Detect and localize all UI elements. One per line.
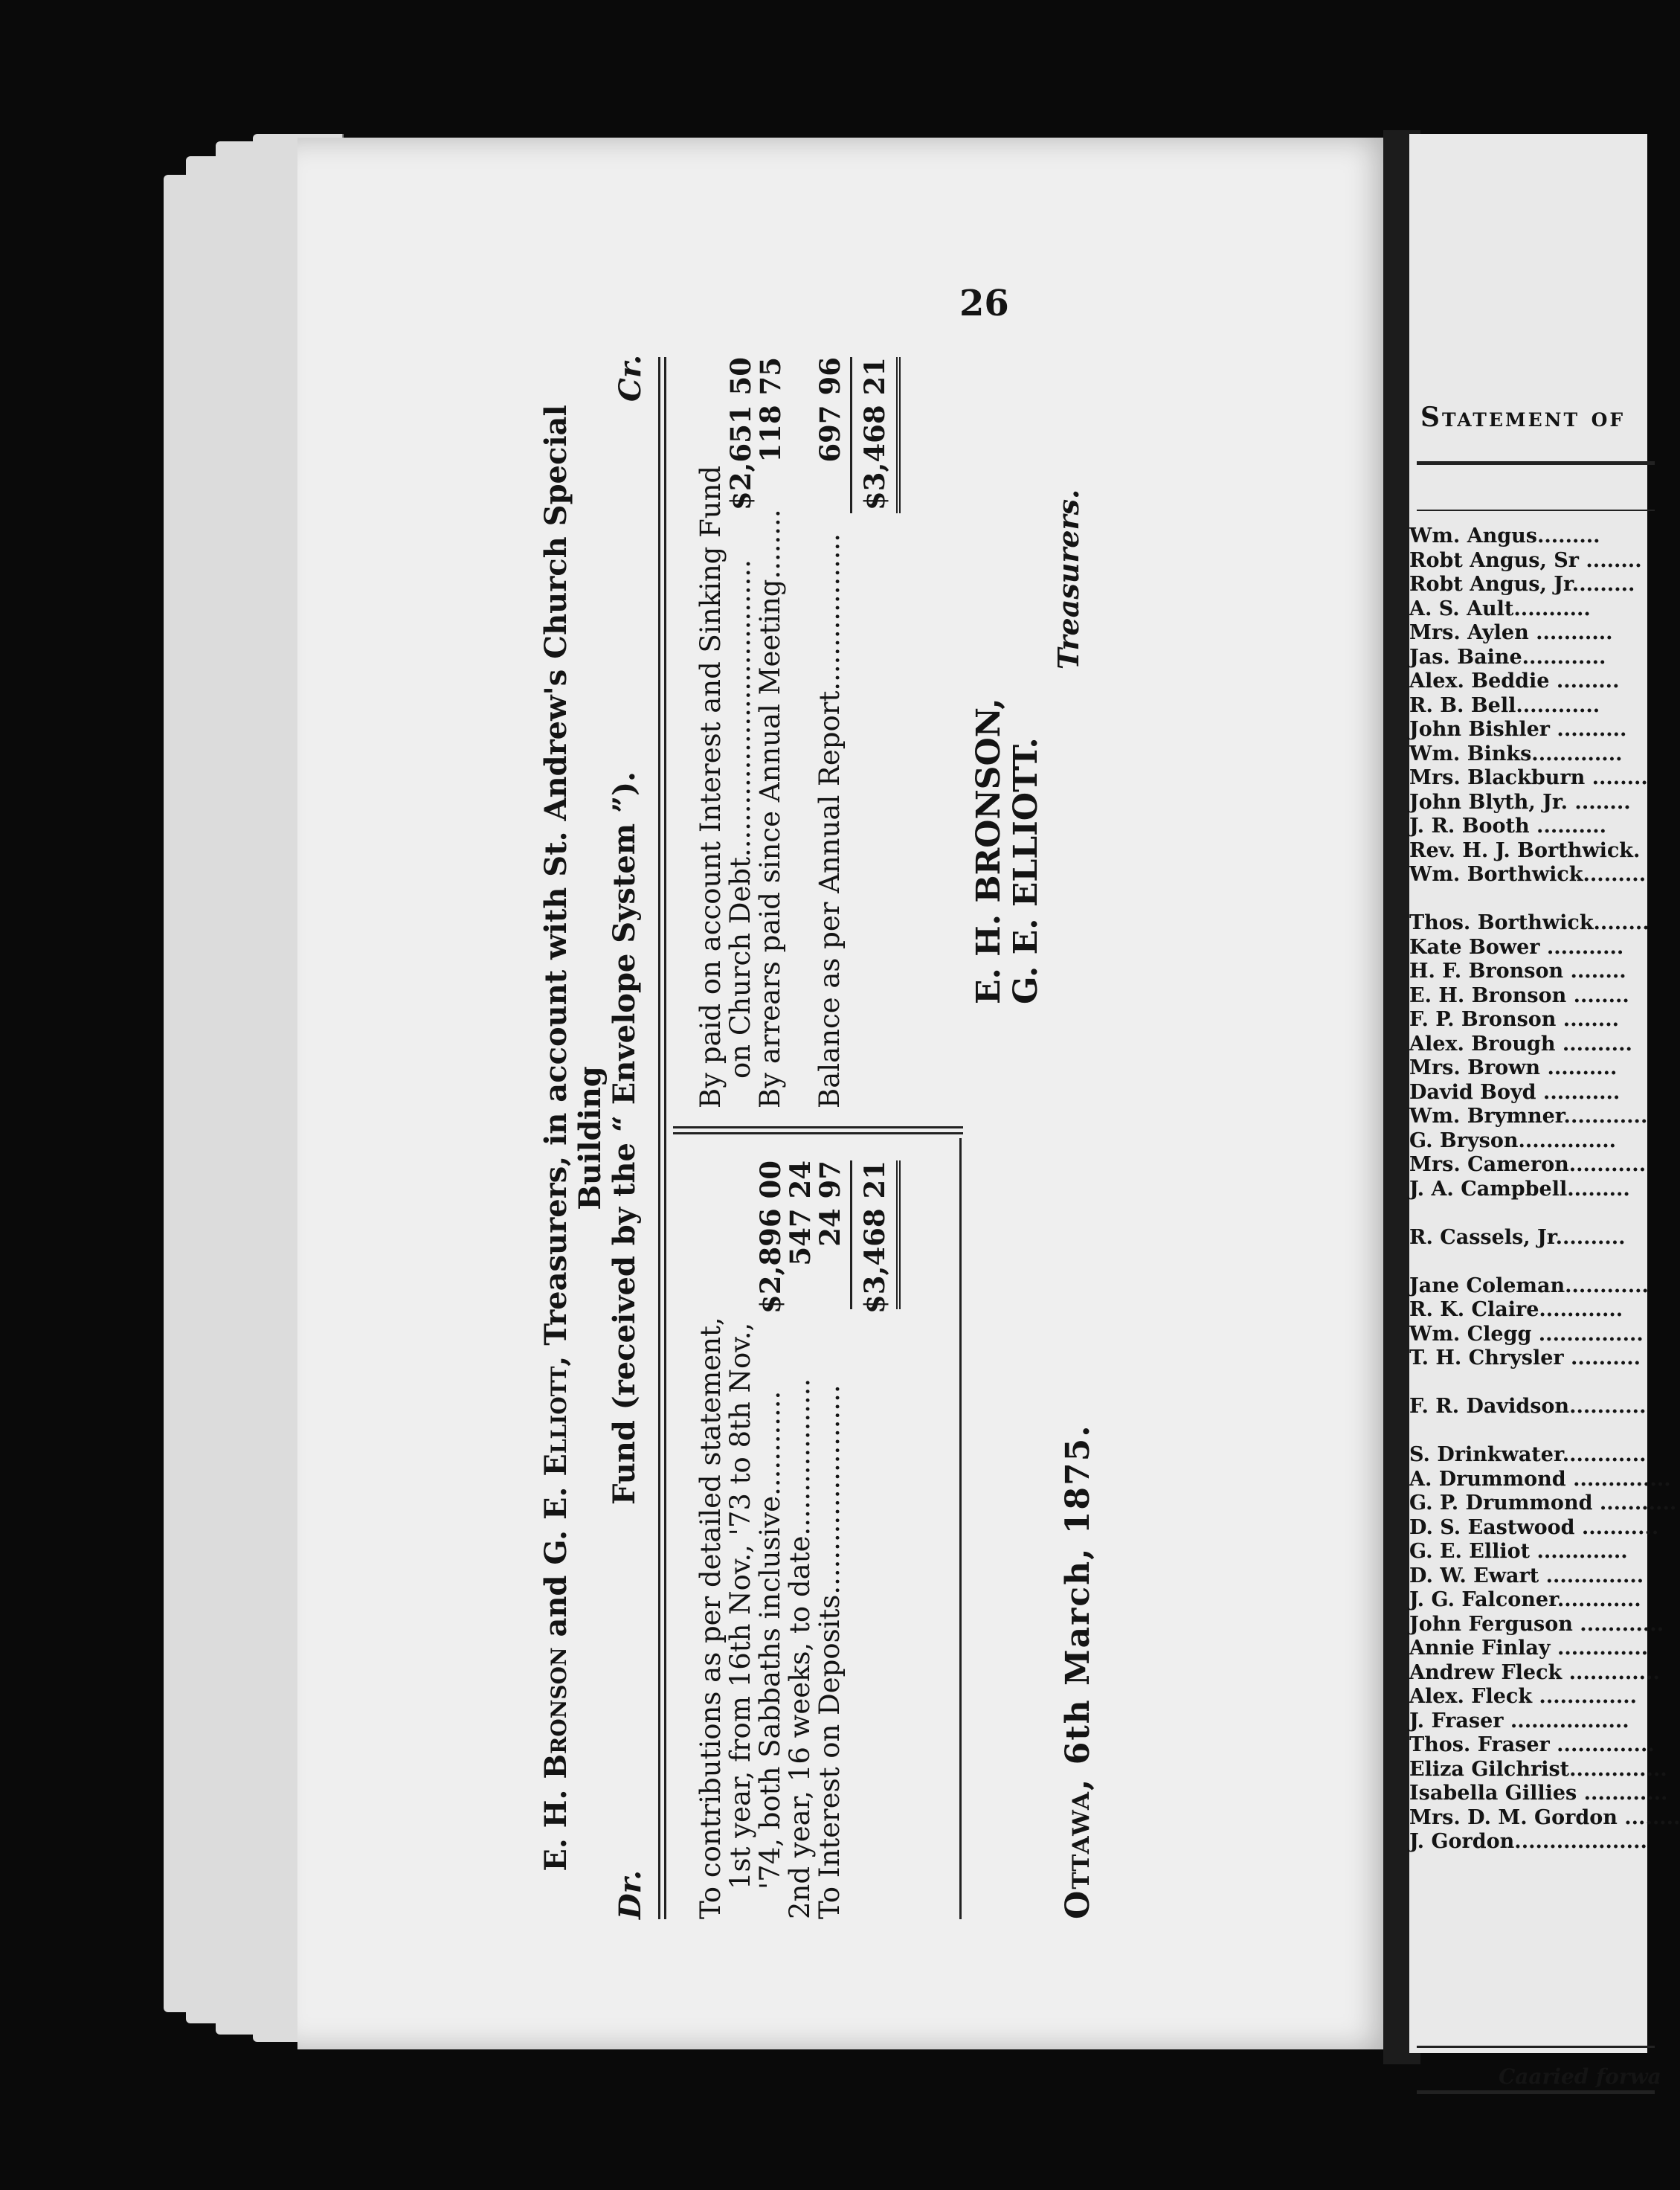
contributor-name: R. Cassels, Jr.......... <box>1409 1225 1626 1249</box>
right-page-rule <box>1417 2090 1655 2094</box>
right-page-rule <box>1417 461 1655 465</box>
debit-line: To Interest on Deposits........................ <box>814 1384 846 1919</box>
right-page-rule <box>1417 2046 1655 2048</box>
contributor-name: Alex. Brough .......... <box>1409 1032 1632 1056</box>
account-statement <box>539 208 1186 1919</box>
contributor-name: Mrs. Aylen ........... <box>1409 621 1613 644</box>
contributor-list <box>1409 524 1680 1855</box>
contributor-name: David Boyd ........... <box>1409 1080 1621 1104</box>
date-line <box>1060 1424 1098 1919</box>
header-rule <box>658 357 666 1919</box>
carried-forward-label: Caaried forwa <box>1499 2064 1661 2089</box>
contributor-name <box>1409 887 1680 912</box>
debit-total-rule <box>850 1160 852 1309</box>
contributor-name: F. P. Bronson ........ <box>1409 1008 1620 1031</box>
contributor-name: Kate Bower ........... <box>1409 935 1624 959</box>
credit-total: $3,468 21 <box>858 357 891 510</box>
credit-line: By arrears paid since Annual Meeting........ <box>754 509 786 1108</box>
contributor-name: John Ferguson ............ <box>1409 1612 1664 1636</box>
contributor-name: John Blyth, Jr. ........ <box>1409 790 1631 814</box>
contributor-name: Isabella Gillies ............ <box>1409 1782 1668 1805</box>
contributor-name <box>1409 1201 1680 1226</box>
cr-label: Cr. <box>613 354 648 402</box>
signatory-role: Treasurers. <box>1052 489 1085 669</box>
debit-total-double-rule <box>896 1160 901 1309</box>
heading-line-2: Fund (received by the “ Envelope System ”). <box>607 771 642 1505</box>
debit-amount: $2,896 00 <box>754 1160 787 1314</box>
contributor-name: Wm. Clegg ............... <box>1409 1322 1644 1346</box>
credit-amount: $2,651 50 <box>724 357 757 510</box>
contributor-name: Jas. Baine............ <box>1409 645 1606 669</box>
credit-total-rule <box>850 357 852 513</box>
contributor-name: R. B. Bell............ <box>1409 693 1600 717</box>
right-page <box>1409 134 1680 2089</box>
contributor-name: A. S. Ault........... <box>1409 597 1591 620</box>
date-city: Ottawa <box>1059 1790 1097 1919</box>
contributor-name: F. R. Davidson........... <box>1409 1395 1647 1418</box>
credit-amount: 118 75 <box>754 357 787 463</box>
credit-line <box>785 466 814 1108</box>
right-page-title: Statement of <box>1420 402 1626 433</box>
contributor-name: Robt Angus, Sr ........ <box>1409 548 1642 572</box>
contributor-name: R. K. Claire............ <box>1409 1298 1623 1321</box>
contributor-name <box>1409 1250 1680 1274</box>
statement-heading <box>539 357 642 1919</box>
contributor-name: Andrew Fleck ............. <box>1409 1660 1660 1684</box>
contributor-name: Wm. Brymner............ <box>1409 1105 1648 1128</box>
credit-line: Balance as per Annual Report.................. <box>814 533 846 1108</box>
contributor-name: Wm. Angus......... <box>1409 524 1600 548</box>
contributor-name: A. Drummond .............. <box>1409 1467 1671 1491</box>
contributor-name: J. R. Booth .......... <box>1409 815 1607 838</box>
credit-line: By paid on account Interest and Sinking Fund <box>695 465 727 1108</box>
heading-text: E. H. <box>538 1779 573 1872</box>
debit-line: To contributions as per detailed statement, <box>695 1317 727 1919</box>
contributor-name: Mrs. Brown .......... <box>1409 1056 1618 1079</box>
contributor-name: Annie Finlay ............. <box>1409 1637 1649 1660</box>
date-text: , 6th March, 1875. <box>1059 1424 1097 1791</box>
right-page-rule <box>1417 510 1655 511</box>
page-number: 26 <box>959 283 1009 324</box>
contributor-name: J. Fraser ................. <box>1409 1709 1629 1733</box>
contributor-name: G. E. Elliot ............. <box>1409 1540 1628 1563</box>
credit-line: on Church Debt.................................. <box>724 559 756 1079</box>
contributor-name: J. A. Campbell......... <box>1409 1177 1630 1201</box>
heading-text: , Treasurers, in account with St. Andrew's Church Special Building <box>538 405 608 1367</box>
debit-line: '74, both Sabbaths inclusive............ <box>754 1390 786 1889</box>
debit-column <box>695 1317 844 1919</box>
heading-name-elliott: Elliott <box>538 1366 573 1477</box>
credit-column <box>695 466 844 1108</box>
contributor-name: G. P. Drummond ........... <box>1409 1491 1677 1515</box>
signatory-elliott: G. E. ELLIOTT. <box>1007 737 1045 1004</box>
footer-rule <box>959 1138 962 1919</box>
signatory-bronson: E. H. BRONSON, <box>970 698 1008 1004</box>
contributor-name <box>1409 1419 1680 1444</box>
contributor-name: D. W. Ewart .............. <box>1409 1564 1644 1587</box>
contributor-name: Wm. Borthwick......... <box>1409 863 1647 886</box>
debit-amount: 24 97 <box>814 1160 846 1247</box>
debit-total: $3,468 21 <box>858 1160 891 1314</box>
contributor-name: Thos. Fraser .............. <box>1409 1733 1655 1756</box>
contributor-name: Eliza Gilchrist.............. <box>1409 1757 1667 1781</box>
contributor-name <box>1409 1371 1680 1396</box>
contributor-name: Wm. Binks............. <box>1409 742 1623 765</box>
heading-name-bronson: Bronson <box>538 1647 573 1779</box>
column-divider <box>673 1126 963 1134</box>
contributor-name: Rev. H. J. Borthwick. <box>1409 838 1641 862</box>
contributor-name: Jane Coleman............ <box>1409 1274 1649 1297</box>
contributor-name: S. Drinkwater............ <box>1409 1443 1647 1466</box>
contributor-name: Mrs. Blackburn ........ <box>1409 766 1648 789</box>
contributor-name: Alex. Beddie ......... <box>1409 669 1620 693</box>
contributor-name: H. F. Bronson ........ <box>1409 960 1626 983</box>
debit-line: 2nd year, 16 weeks, to date.................. <box>784 1378 816 1919</box>
heading-line-1 <box>539 357 608 1919</box>
debit-amount: 547 24 <box>784 1160 817 1266</box>
contributor-name: Thos. Borthwick........ <box>1409 911 1650 934</box>
contributor-name: G. Bryson.............. <box>1409 1128 1617 1152</box>
contributor-name: Robt Angus, Jr......... <box>1409 573 1635 596</box>
contributor-name: Mrs. Cameron........... <box>1409 1153 1647 1176</box>
contributor-name: J. Gordon................... <box>1409 1830 1647 1853</box>
credit-total-double-rule <box>896 357 901 513</box>
contributor-name: John Bishler .......... <box>1409 718 1627 741</box>
contributor-name: E. H. Bronson ........ <box>1409 983 1629 1007</box>
contributor-name: J. G. Falconer............ <box>1409 1588 1641 1611</box>
credit-amount: 697 96 <box>814 357 846 463</box>
contributor-name: T. H. Chrysler .......... <box>1409 1346 1641 1369</box>
debit-line: 1st year, from 16th Nov., '73 to 8th Nov., <box>724 1322 756 1889</box>
book-page-edges <box>141 130 320 2049</box>
heading-text: and G. E. <box>538 1476 573 1648</box>
contributor-name: D. S. Eastwood ........... <box>1409 1515 1659 1539</box>
contributor-name: Mrs. D. M. Gordon ........ <box>1409 1805 1680 1829</box>
dr-label: Dr. <box>613 1869 648 1919</box>
contributor-name: Alex. Fleck .............. <box>1409 1685 1638 1708</box>
